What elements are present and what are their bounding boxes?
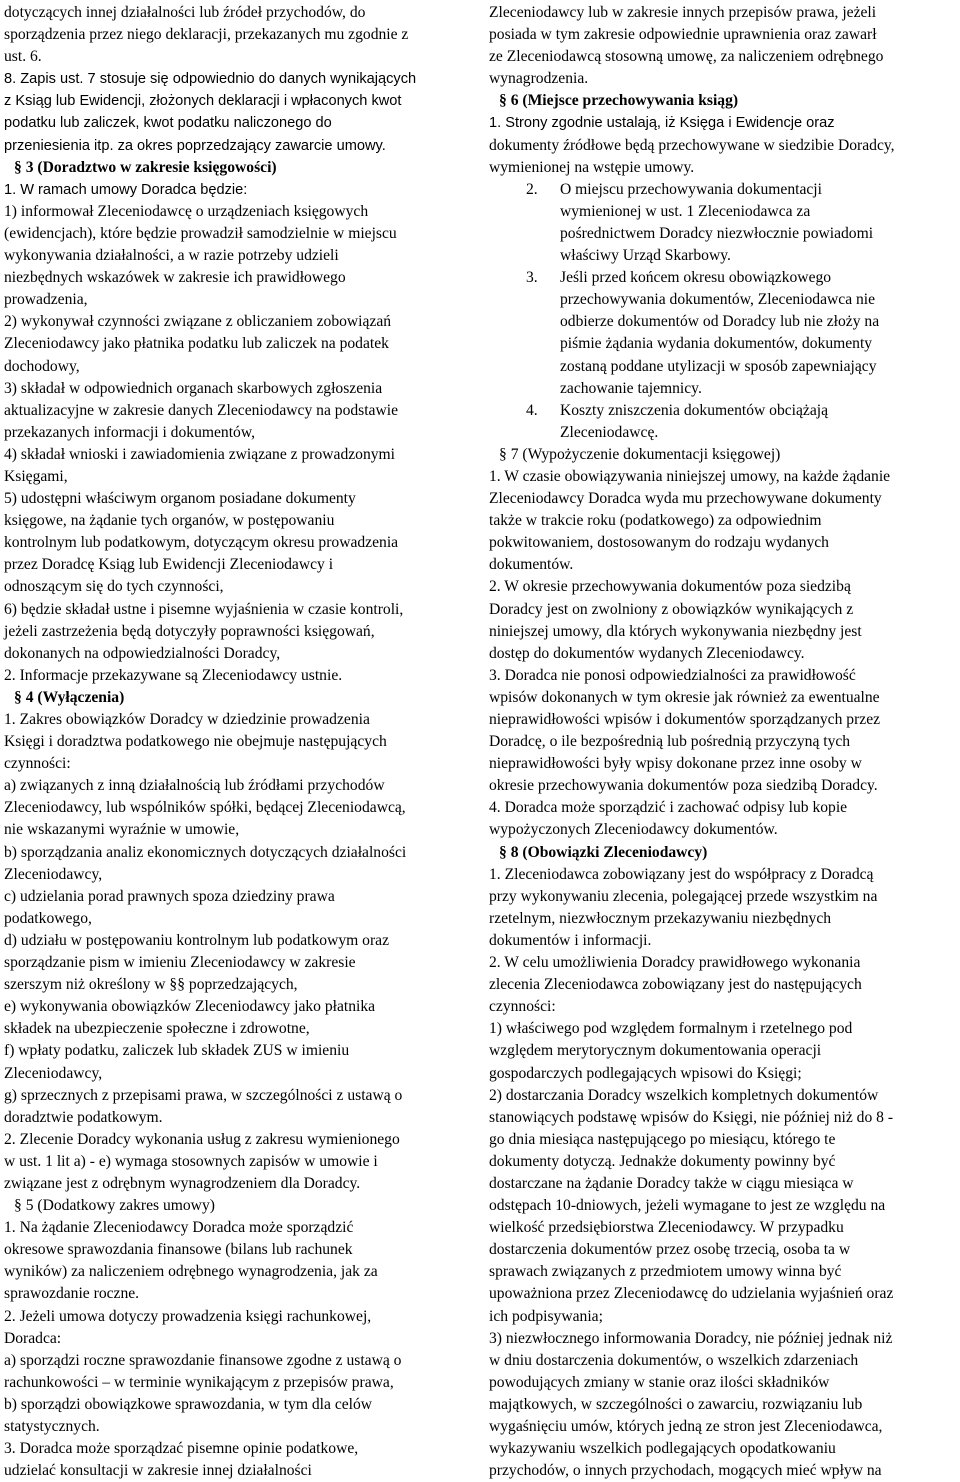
text-line: dokumenty źródłowe będą przechowywane w siedzibie Doradcy, — [489, 136, 895, 154]
text-line: niezbędnych wskazówek w zakresie ich prawidłowego — [4, 269, 346, 287]
text-line: 2) dostarczania Doradcy wszelkich kompletnych dokumentów — [489, 1086, 879, 1104]
text-line: Zleceniodawcy, — [4, 865, 103, 883]
text-line: składek na ubezpieczenie społeczne i zdrowotne, — [4, 1020, 310, 1038]
text-line: odnoszącym się do tych czynności, — [4, 578, 224, 596]
text-line: 1) informował Zleceniodawcę o urządzeniach księgowych — [4, 202, 369, 220]
text-line: okresowe sprawozdania finansowe (bilans lub rachunek — [4, 1241, 353, 1259]
text-line: 1. W ramach umowy Doradca będzie: — [4, 181, 248, 198]
text-line: dokumentów. — [489, 556, 574, 574]
text-line: 8. Zapis ust. 7 stosuje się odpowiednio do danych wynikających — [4, 71, 417, 88]
text-line: b) sporządzi obowiązkowe sprawozdania, w tym dla celów — [4, 1395, 373, 1413]
text-line: 2. Informacje przekazywane są Zleceniodawcy ustnie. — [4, 666, 343, 684]
text-line: ze Zleceniodawcą stosowną umowę, za naliczeniem odrębnego — [489, 48, 884, 66]
text-line: statystycznych. — [4, 1418, 100, 1435]
text-line: przechowywania dokumentów, Zleceniodawca nie — [560, 291, 876, 309]
text-line: Zleceniodawcy lub w zakresie innych przepisów prawa, jeżeli — [489, 4, 877, 21]
text-line: pośrednictwem Doradcy niezwłocznie powiadomi — [560, 224, 874, 242]
text-line: sprawozdanie roczne. — [4, 1285, 140, 1303]
text-line: Zleceniodawcę. — [560, 423, 659, 441]
text-line: udzielać konsultacji w zakresie innej działalności — [4, 1462, 312, 1480]
text-line: d) udziału w postępowaniu kontrolnym lub podatkowym oraz — [4, 931, 390, 949]
text-line: upoważniona przez Zleceniodawcę do udzielania wyjaśnień oraz — [489, 1285, 894, 1303]
list-number: 3. — [526, 269, 538, 287]
text-line: czynności: — [489, 998, 556, 1016]
text-line: 1. Zakres obowiązków Doradcy w dziedzinie prowadzenia — [4, 711, 370, 728]
text-line: § 7 (Wypożyczenie dokumentacji księgowej) — [499, 445, 781, 463]
text-line: przychodów, o innych przychodach, mogących mieć wpływ na — [489, 1462, 882, 1480]
text-line: stanowiących podstawę wpisów do Księgi, nie później niż do 8 - — [489, 1108, 894, 1126]
text-line: Zleceniodawcy Doradca wyda mu przechowywane dokumenty — [489, 490, 882, 508]
text-line: 2. W celu umożliwienia Doradcy prawidłowego wykonania — [489, 954, 861, 972]
list-item-text: Koszty zniszczenia dokumentów obciążają — [560, 401, 829, 419]
text-line: kontrolnym lub podatkowym, dotyczącym okresu prowadzenia — [4, 534, 399, 552]
text-line: f) wpłaty podatku, zaliczek lub składek ZUS w imieniu — [4, 1042, 350, 1060]
text-line: rachunkowości – w terminie wynikającym z przepisów prawa, — [4, 1373, 394, 1391]
text-line: dokonanych na odpowiedzialności Doradcy, — [4, 644, 281, 662]
text-line: 2. W okresie przechowywania dokumentów poza siedzibą — [489, 578, 851, 596]
text-line: dochodowy, — [4, 357, 80, 375]
text-line: wypożyczonych Zleceniodawcy dokumentów. — [489, 821, 778, 839]
text-line: go dnia miesiąca następującego po miesiącu, którego te — [489, 1130, 836, 1148]
text-line: posiada w tym zakresie odpowiednie uprawnienia oraz zawarł — [489, 26, 877, 44]
section-heading: § 4 (Wyłączenia) — [14, 688, 125, 706]
text-line: § 5 (Dodatkowy zakres umowy) — [14, 1197, 215, 1215]
text-line: rzetelnym, niezwłocznym przekazywaniu niezbędnych — [489, 909, 832, 927]
text-line: odstępach 10-dniowych, jeżeli wymagane to jest ze względu na — [489, 1197, 886, 1215]
text-line: 4) składał wnioski i zawiadomienia związane z prowadzonymi — [4, 445, 396, 463]
text-line: b) sporządzania analiz ekonomicznych dotyczących działalności — [4, 843, 407, 861]
text-line: 1. Na żądanie Zleceniodawcy Doradca może sporządzić — [4, 1219, 354, 1237]
text-line: wykonywania działalności, a w razie potrzeby udzieli — [4, 247, 339, 265]
text-line: 1. Zleceniodawca zobowiązany jest do współpracy z Doradcą — [489, 865, 874, 883]
text-line: wyników) za naliczeniem odrębnego wynagrodzenia, jak za — [4, 1263, 378, 1281]
text-line: czynności: — [4, 755, 71, 773]
text-line: w dniu dostarczenia dokumentów, o wszelkich zdarzeniach — [489, 1351, 859, 1369]
text-line: ich podpisywania; — [489, 1307, 603, 1325]
text-line: 3) niezwłocznego informowania Doradcy, nie później jednak niż — [489, 1329, 893, 1347]
text-line: 6) będzie składał ustne i pisemne wyjaśnienia w czasie kontroli, — [4, 600, 404, 618]
text-line: nieprawidłowości były wpisy dokonane przez inne osoby w — [489, 755, 862, 773]
text-line: e) wykonywania obowiązków Zleceniodawcy jako płatnika — [4, 998, 376, 1016]
text-line: okresie przechowywania dokumentów poza siedzibą Doradcy. — [489, 777, 878, 795]
text-line: 3) składał w odpowiednich organach skarbowych zgłoszenia — [4, 379, 383, 397]
text-line: nieprawidłowości wpisów i dokumentów sporządzanych przez — [489, 711, 881, 728]
text-line: Księgi i doradztwa podatkowego nie obejmuje następujących — [4, 733, 387, 751]
text-line: sporządzanie pism w imieniu Zleceniodawcy w zakresie — [4, 954, 356, 972]
text-line: Doradcy jest on zwolniony z obowiązków wynikających z — [489, 600, 854, 618]
section-heading: § 8 (Obowiązki Zleceniodawcy) — [499, 843, 708, 861]
text-line: właściwy Urząd Skarbowy. — [560, 247, 731, 265]
text-line: pokwitowaniem, dostosowanym do rodzaju wydanych — [489, 534, 829, 552]
text-line: Doradcę, o ile bezpośrednią lub pośrednią przyczyną tych — [489, 733, 851, 751]
text-line: 1) właściwego pod względem formalnym i rzetelnego pod — [489, 1020, 853, 1038]
text-line — [489, 400, 956, 422]
text-line: księgowe, na żądanie tych organów, w postępowaniu — [4, 512, 335, 530]
text-line: w ust. 1 lit a) - e) wymaga stosownych zapisów w umowie i — [4, 1152, 378, 1170]
text-line: wynagrodzenia. — [489, 70, 589, 88]
text-line: majątkowych, w szczególności o zawarciu, rozwiązaniu lub — [489, 1395, 863, 1413]
section-heading: § 3 (Doradztwo w zakresie księgowości) — [14, 158, 277, 176]
text-line: związane jest z odrębnym wynagrodzeniem dla Doradcy. — [4, 1174, 361, 1192]
text-line: Zleceniodawcy jako płatnika podatku lub zaliczek na podatek — [4, 335, 389, 353]
text-line: podatku lub zaliczek, kwot podatku naliczonego do — [4, 115, 332, 132]
text-line: powodujących zmiany w stanie oraz ilości składników — [489, 1373, 830, 1391]
text-line: c) udzielania porad prawnych spoza dziedziny prawa — [4, 887, 335, 905]
text-line: dokumenty dotyczą. Jednakże dokumenty powinny być — [489, 1152, 836, 1170]
text-line: gospodarczych podlegających wpisowi do Księgi; — [489, 1064, 802, 1082]
section-heading: § 6 (Miejsce przechowywania ksiąg) — [499, 92, 739, 110]
text-line: wymienionej na wstępie umowy. — [489, 158, 695, 176]
list-number: 2. — [526, 180, 538, 198]
text-line: doradztwie podatkowym. — [4, 1108, 163, 1126]
text-line: piśmie żądania wydania dokumentów, dokumenty — [560, 335, 873, 353]
text-line: prowadzenia, — [4, 291, 88, 309]
text-line: sporządzenia przez niego deklaracji, przekazanych mu zgodnie z — [4, 26, 409, 44]
text-line: także w trakcie roku (podatkowego) za odpowiednim — [489, 512, 822, 530]
text-line: g) sprzecznych z przepisami prawa, w szczególności z ustawą o — [4, 1086, 403, 1104]
text-line: dokumentów i informacji. — [489, 931, 652, 949]
text-line: wykazywaniu wszelkich podlegających opodatkowaniu — [489, 1440, 836, 1458]
list-item-text: O miejscu przechowywania dokumentacji — [560, 180, 822, 198]
text-line: przez Doradcę Ksiąg lub Ewidencji Zleceniodawcy i — [4, 556, 334, 574]
text-line: przekazanych informacji i dokumentów, — [4, 423, 255, 441]
text-line — [489, 267, 956, 289]
left-column — [4, 2, 471, 1482]
text-line: a) sporządzi roczne sprawozdanie finansowe zgodne z ustawą o — [4, 1351, 402, 1369]
text-line: aktualizacyjne w zakresie danych Zleceniodawcy na podstawie — [4, 401, 398, 419]
text-line: jeżeli zastrzeżenia będą dotyczyły poprawności księgowań, — [4, 622, 375, 640]
text-line: 2. Zlecenie Doradcy wykonania usług z zakresu wymienionego — [4, 1130, 400, 1148]
text-line: zachowanie tajemnicy. — [560, 379, 702, 397]
text-line: sprawach związanych z przedmiotem umowy winna być — [489, 1263, 842, 1281]
text-line: 3. Doradca może sporządzać pisemne opinie podatkowe, — [4, 1440, 359, 1458]
text-line: Księgami, — [4, 467, 68, 485]
text-line: 1. W czasie obowiązywania niniejszej umowy, na każde żądanie — [489, 467, 891, 485]
text-line: a) związanych z inną działalnością lub źródłami przychodów — [4, 777, 385, 795]
text-line: Zleceniodawcy, — [4, 1064, 103, 1082]
text-line: wielkość przedsiębiorstwa Zleceniodawcy. W przypadku — [489, 1219, 844, 1237]
text-line: względem merytorycznym dokumentowania operacji — [489, 1042, 822, 1060]
text-line: szerszym niż określony w §§ poprzedzających, — [4, 976, 298, 994]
text-line: 2) wykonywał czynności związane z obliczaniem zobowiązań — [4, 313, 392, 331]
text-line: dostarczane na żądanie Doradcy także w ciągu miesiąca w — [489, 1174, 854, 1192]
text-line: 5) udostępni właściwym organom posiadane dokumenty — [4, 490, 356, 508]
right-column — [489, 2, 956, 1482]
text-line: Zleceniodawcy, lub wspólników spółki, będącej Zleceniodawcą, — [4, 799, 406, 817]
text-line: 1. Strony zgodnie ustalają, iż Księga i Ewidencje oraz — [489, 115, 835, 132]
list-number: 4. — [526, 401, 538, 419]
text-line: Doradca: — [4, 1329, 62, 1347]
text-line: 4. Doradca może sporządzić i zachować odpisy lub kopie — [489, 799, 848, 817]
text-line: dostęp do dokumentów wydanych Zleceniodawcy. — [489, 644, 805, 662]
text-line: wygaśnięciu umów, których jedną ze stron jest Zleceniodawca, — [489, 1418, 883, 1435]
text-line: niniejszej umowy, dla których wykonywania niezbędny jest — [489, 622, 862, 640]
text-line: (ewidencjach), które będzie prowadził samodzielnie w miejscu — [4, 224, 397, 242]
text-line: odbierze dokumentów od Doradcy lub nie złoży na — [560, 313, 880, 331]
text-line: zostaną poddane utylizacji w sposób zapewniający — [560, 357, 877, 375]
text-line: zlecenia Zleceniodawca zobowiązany jest do następujących — [489, 976, 862, 994]
text-line — [489, 179, 956, 201]
text-line: wymienionej w ust. 1 Zleceniodawca za — [560, 202, 811, 220]
text-line: 2. Jeżeli umowa dotyczy prowadzenia księgi rachunkowej, — [4, 1307, 372, 1325]
list-item-text: Jeśli przed końcem okresu obowiązkowego — [560, 269, 832, 287]
text-line: przy wykonywaniu zlecenia, polegającej przede wszystkim na — [489, 887, 878, 905]
text-line: przeniesienia itp. za okres poprzedzający zawarcie umowy. — [4, 137, 386, 154]
text-line: 3. Doradca nie ponosi odpowiedzialności za prawidłowość — [489, 666, 856, 684]
text-line: ust. 6. — [4, 48, 42, 66]
text-line: z Ksiąg lub Ewidencji, złożonych deklaracji i wpłaconych kwot — [4, 93, 402, 110]
text-line: wpisów dokonanych w tym okresie jak również za ewentualne — [489, 688, 880, 706]
text-line: podatkowego, — [4, 909, 92, 927]
text-line: dotyczących innej działalności lub źródeł przychodów, do — [4, 4, 366, 21]
text-line: dostarczenia dokumentów przez osobę trzecią, osoba ta w — [489, 1241, 851, 1259]
text-line: nie wskazanymi wyraźnie w umowie, — [4, 821, 240, 839]
